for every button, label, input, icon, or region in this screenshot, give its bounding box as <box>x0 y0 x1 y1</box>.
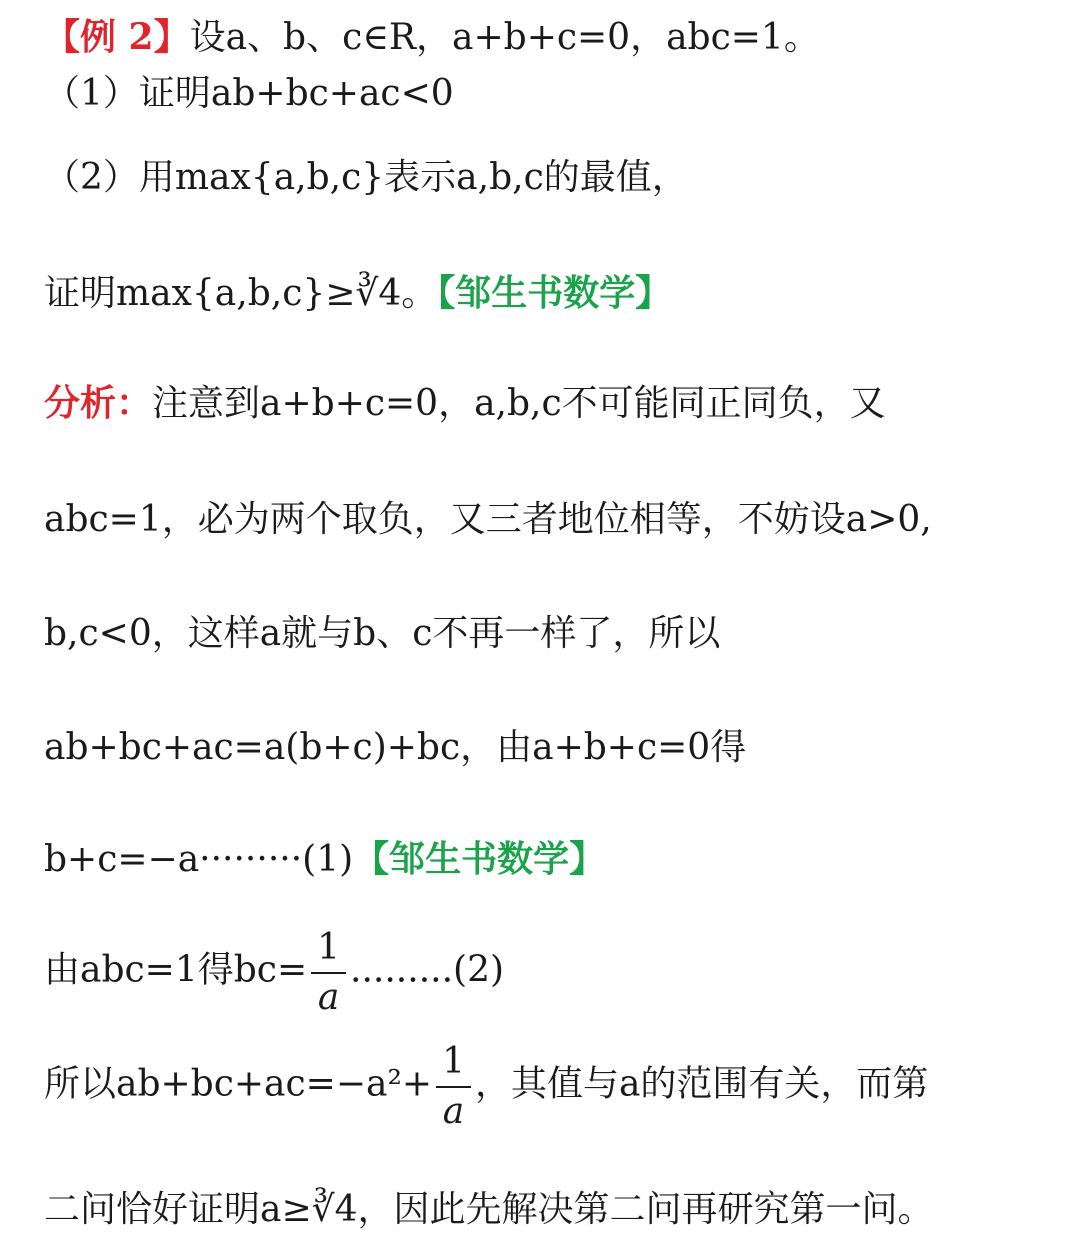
analysis-line-8: 二问恰好证明a≥∛4，因此先解决第二问再研究第一问。 <box>44 1189 934 1230</box>
sum-expression-suffix: ，其值与a的范围有关，而第 <box>474 1063 929 1105</box>
watermark-label-2: 【邹生书数学】 <box>353 838 606 880</box>
fraction-numerator: 1 <box>311 928 346 974</box>
watermark-label: 【邹生书数学】 <box>437 272 672 314</box>
sum-expression-prefix: 所以ab+bc+ac=−a²+ <box>44 1063 433 1105</box>
equation-2-prefix: 由abc=1得bc= <box>44 949 308 991</box>
analysis-line-3: b,c<0，这样a就与b、c不再一样了，所以 <box>44 613 721 654</box>
analysis-text-1: 注意到a+b+c=0，a,b,c不可能同正同负，又 <box>152 383 886 424</box>
analysis-line-5 <box>44 838 1050 881</box>
fraction-denominator-2: a <box>442 1090 465 1132</box>
fraction-one-over-a-2 <box>436 1042 471 1131</box>
analysis-line-7 <box>44 1042 1050 1131</box>
example-statement-line <box>44 16 1050 59</box>
equation-1: b+c=−a·········(1) <box>44 839 354 880</box>
example-label: 【例 2】 <box>44 16 190 58</box>
fraction-numerator-2: 1 <box>436 1042 471 1088</box>
analysis-line-6 <box>44 928 1050 1017</box>
analysis-label: 分析： <box>44 382 153 424</box>
example-statement: 设a、b、c∈R，a+b+c=0，abc=1。 <box>189 17 820 58</box>
fraction-one-over-a <box>311 928 346 1017</box>
part1-line: （1）证明ab+bc+ac<0 <box>44 73 454 114</box>
analysis-line-4: ab+bc+ac=a(b+c)+bc，由a+b+c=0得 <box>44 727 747 768</box>
analysis-line-1 <box>44 382 1050 425</box>
part2-continuation-line <box>44 272 1050 315</box>
equation-2-suffix: .........(2) <box>350 949 505 991</box>
analysis-line-2: abc=1，必为两个取负，又三者地位相等，不妨设a>0, <box>44 499 932 540</box>
part2-line: （2）用max{a,b,c}表示a,b,c的最值， <box>44 157 688 198</box>
fraction-denominator: a <box>317 976 340 1018</box>
part2-continuation: 证明max{a,b,c}≥∛4。 <box>44 273 438 314</box>
